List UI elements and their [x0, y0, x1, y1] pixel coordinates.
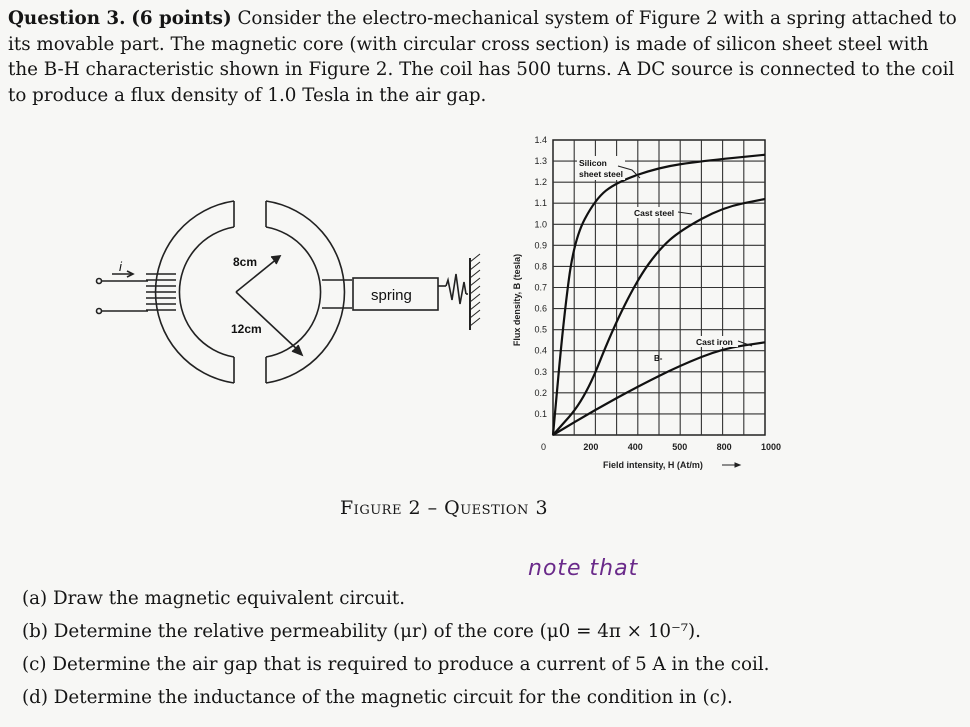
y-tick-label: 0.3	[534, 366, 547, 377]
bh-chart	[512, 135, 781, 470]
x-tick-label: 1000	[761, 442, 782, 452]
question-points: (6 points)	[131, 8, 232, 29]
part-c: (c) Determine the air gap that is required to produce a current of 5 A in the coil.	[22, 654, 770, 675]
part-a: (a) Draw the magnetic equivalent circuit.	[22, 588, 406, 609]
coil	[146, 274, 176, 310]
cast-steel-label: Cast steel	[634, 208, 675, 218]
x-tick-label: 400	[627, 442, 643, 452]
toroid-diagram	[97, 201, 481, 383]
y-tick-label: 1.1	[534, 198, 547, 209]
sub-questions	[22, 582, 770, 714]
silicon-label-2: sheet steel	[579, 169, 623, 179]
y-tick-label: 0.9	[534, 240, 547, 251]
origin-label: 0	[541, 442, 547, 452]
silicon-label-1: Silicon	[579, 158, 607, 168]
question-label: Question 3.	[8, 8, 126, 29]
label-8cm: 8cm	[233, 255, 258, 269]
y-tick-label: 1.4	[534, 135, 547, 145]
y-tick-label: 0.5	[534, 324, 547, 335]
y-axis-label: Flux density, B (tesla)	[512, 253, 522, 347]
y-tick-label: 0.6	[534, 303, 547, 314]
current-label: i	[119, 259, 122, 274]
y-tick-label: 0.1	[534, 408, 547, 419]
y-tick-label: 1.2	[534, 177, 547, 188]
y-tick-label: 0.7	[534, 282, 547, 293]
y-tick-label: 0.2	[534, 387, 547, 398]
y-tick-label: 0.4	[534, 345, 547, 356]
x-tick-label: 800	[716, 442, 732, 452]
cast-iron-label: Cast iron	[696, 337, 733, 347]
y-tick-label: 1.3	[534, 156, 547, 167]
x-tick-label: 200	[583, 442, 599, 452]
handwritten-note: note that	[528, 556, 639, 581]
question-body: Consider the electro-mechanical system of Figure 2 with a spring attached to its movable part. The magnetic core (with circular cross section) is made of silicon sheet steel with the B-H characteristic shown in Figure 2. The coil has 500 turns. A DC source is connected to the coil to produce a flux density of 1.0 Tesla in the air gap.	[8, 8, 957, 106]
label-12cm: 12cm	[231, 322, 262, 336]
figure-caption: Figure 2 – Question 3	[340, 497, 548, 519]
b-marker: B-	[654, 354, 663, 363]
x-tick-label: 500	[672, 442, 688, 452]
x-axis-label: Field intensity, H (At/m)	[603, 460, 703, 470]
spring-label: spring	[371, 287, 412, 304]
part-d: (d) Determine the inductance of the magnetic circuit for the condition in (c).	[22, 687, 733, 708]
part-b: (b) Determine the relative permeability (μr) of the core (μ0 = 4π × 10⁻⁷).	[22, 621, 701, 642]
y-tick-label: 1.0	[534, 219, 547, 230]
y-tick-label: 0.8	[534, 261, 547, 272]
